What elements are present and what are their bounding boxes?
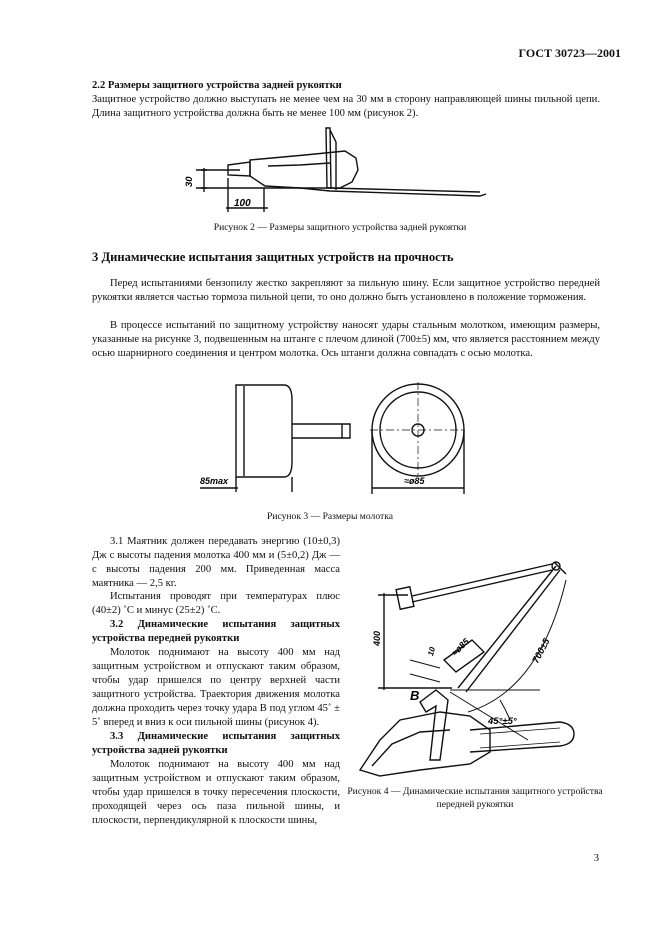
page-number: 3 (593, 853, 599, 864)
figure-4-caption: Рисунок 4 — Динамические испытания защитного устройства передней рукоятки (347, 786, 603, 810)
fig3-dim-85: ≈ø85 (404, 476, 425, 486)
section-3-paragraph-2: В процессе испытаний по защитному устройству наносят удары стальным молотком, имеющим размеры, указанные на рисунке 3, подвешенным на штанге с плечом длиной (700±5) мм, что является расстоянием между осью шарнирного соединения и центром молотка. Ось штанги должна совпадать с осью молотка. (92, 320, 600, 360)
section-3-3-text: Молоток поднимают на высоту 400 мм над защитным устройством и отпускают таким образом, чтобы удар пришелся в точку пересечения плоскости, проходящей через ось паза пильной шины, и плоскости, перпендикулярной к плоскости шины, (92, 759, 340, 827)
figure-2-caption: Рисунок 2 — Размеры защитного устройства задней рукоятки (213, 222, 467, 233)
section-2-2-title: 2.2 Размеры защитного устройства задней рукоятки (92, 80, 342, 91)
section-3-1-paragraph-1: 3.1 Маятник должен передавать энергию (10±0,3) Дж с высоты падения молотка 400 мм и (5±0,2) Дж — с высоты падения 200 мм. Приведенная масса маятника — 2,5 кг. (92, 536, 340, 590)
fig2-dim-30: 30 (184, 176, 195, 187)
section-3-1-paragraph-2: Испытания проводят при температурах плюс (40±2) ˚С и минус (25±2) ˚С. (92, 591, 340, 617)
fig4-dim-700: 700±5 (530, 636, 553, 666)
section-3-2-text: Молоток поднимают на высоту 400 мм над защитным устройством и отпускают таким образом, чтобы удар пришелся по центру верхней части защитного устройства. Траектория движения молотка должна проходить через точку удара В под углом 45˚ ± 5˚ вперед и вниз к оси пильной шины (рисунок 4). (92, 647, 340, 729)
fig4-angle: 45°±5° (488, 716, 517, 727)
figure-3-caption: Рисунок 3 — Размеры молотка (267, 511, 393, 522)
section-3-paragraph-1: Перед испытаниями бензопилу жестко закрепляют за пильную шину. Если защитное устройство передней рукоятки является частью тормоза пильной цепи, то оно должно быть установлено в положение торможения. (92, 278, 600, 304)
fig4-dim-400: 400 (372, 630, 382, 646)
fig4-dim-10: 10 (426, 645, 438, 657)
fig4-dim-85: ≈ø85 (449, 636, 472, 658)
standard-number: ГОСТ 30723—2001 (518, 46, 621, 60)
section-3-2-title: 3.2 Динамические испытания защитных устройства передней рукоятки (92, 619, 340, 645)
fig2-dim-100: 100 (234, 198, 251, 209)
section-3-title: 3 Динамические испытания защитных устройств на прочность (92, 250, 454, 264)
fig4-point-b: B (410, 688, 420, 703)
section-3-3-title: 3.3 Динамические испытания защитных устройства задней рукоятки (92, 731, 340, 757)
fig3-dim-85max: 85max (200, 476, 229, 486)
section-2-2-text: Защитное устройство должно выступать не менее чем на 30 мм в сторону направляющей шины пильной цепи. Длина защитного устройства должна быть не менее 100 мм (рисунок 2). (92, 94, 600, 120)
